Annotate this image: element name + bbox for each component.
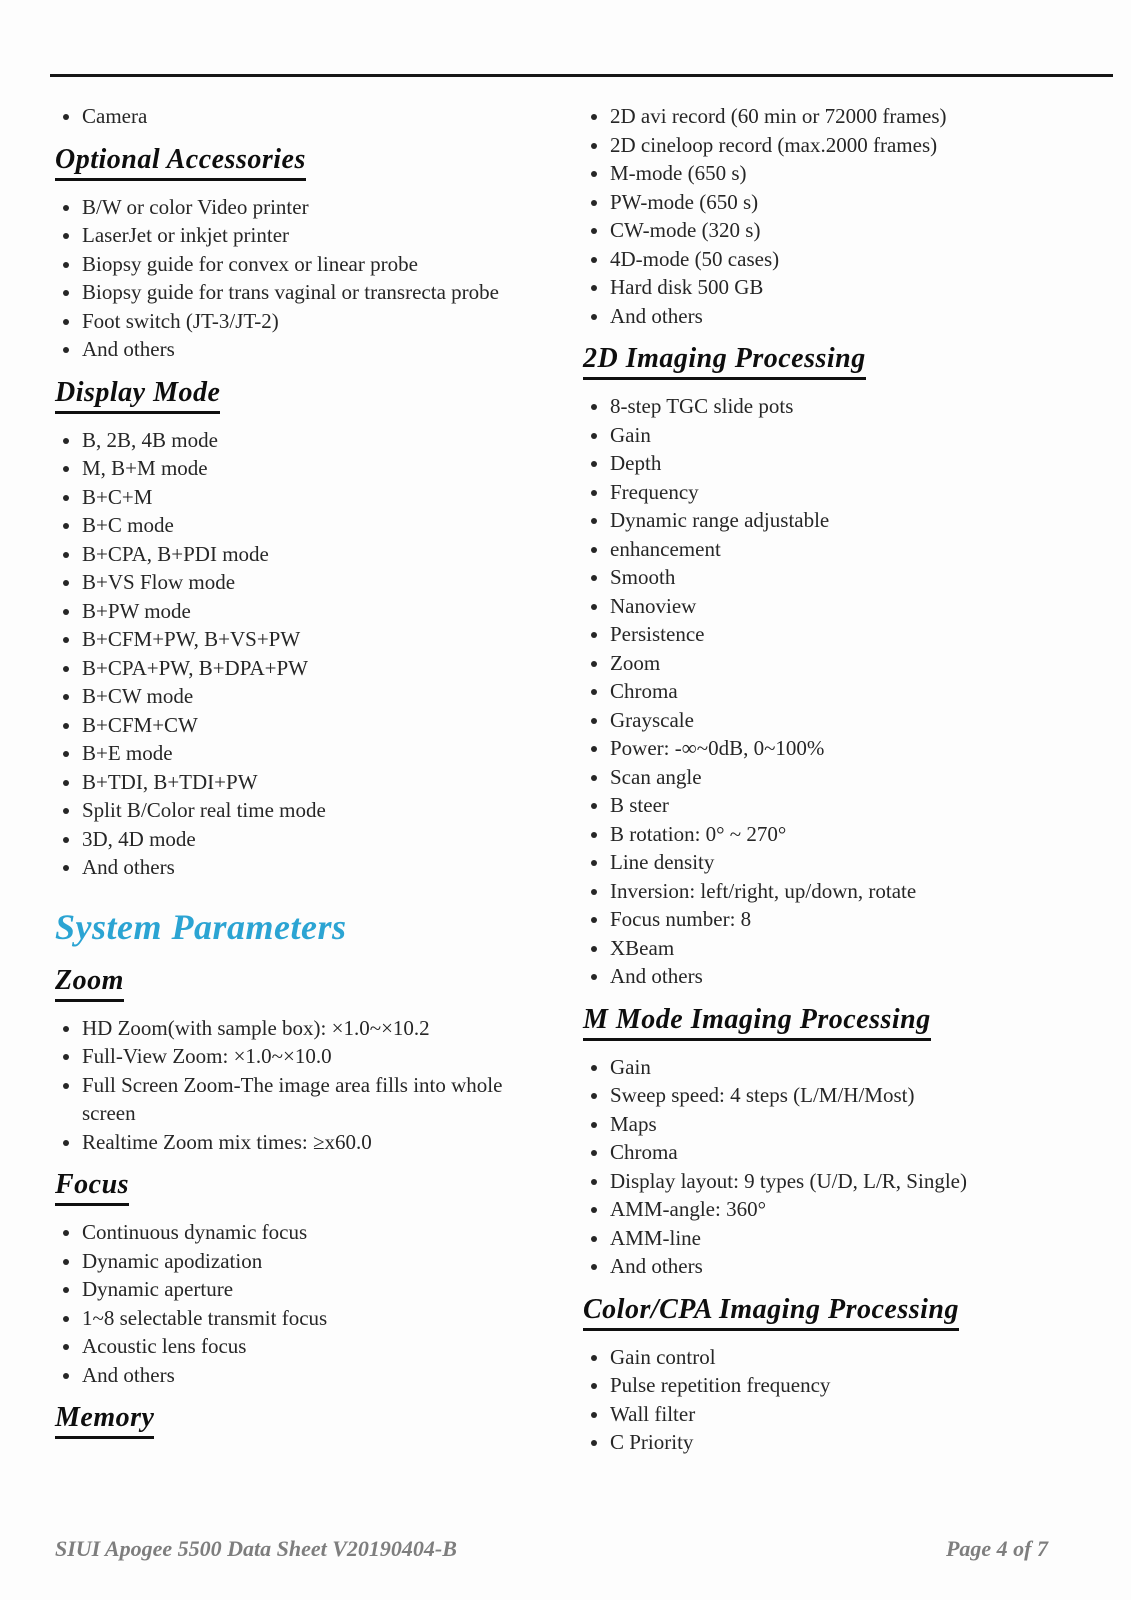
list-item: • And others [82,335,547,364]
section-heading [583,342,1053,380]
page-footer [55,1536,1048,1562]
section-heading [55,143,547,181]
bullet-list [583,102,1053,330]
section-heading [55,1168,547,1206]
bullet-list [583,1053,1053,1281]
list-item: • B steer [610,791,1053,820]
section-heading-text: 2D Imaging Processing [583,342,866,380]
list-item: • And others [82,1361,547,1390]
chapter-heading: System Parameters [55,906,347,947]
list-item: • Gain [610,421,1053,450]
bullet-list [55,102,547,131]
list-item: • Camera [82,102,547,131]
list-item: • 2D avi record (60 min or 72000 frames) [610,102,1053,131]
list-item: • Grayscale [610,706,1053,735]
section-heading [55,376,547,414]
section-heading-text: M Mode Imaging Processing [583,1003,931,1041]
list-item: • And others [610,302,1053,331]
list-item: • B+CFM+CW [82,711,547,740]
bullet-list [583,1343,1053,1457]
list-item: • B/W or color Video printer [82,193,547,222]
bullet-list [55,193,547,364]
footer-page-number: Page 4 of 7 [945,1536,1048,1561]
list-item: • B+E mode [82,739,547,768]
section-heading [583,1293,1053,1331]
list-item: • Biopsy guide for convex or linear probe [82,250,547,279]
list-item: • Chroma [610,1138,1053,1167]
list-item: • Wall filter [610,1400,1053,1429]
list-item: • enhancement [610,535,1053,564]
list-item: • Acoustic lens focus [82,1332,547,1361]
list-item: • 3D, 4D mode [82,825,547,854]
list-item: • 8-step TGC slide pots [610,392,1053,421]
list-item: • Realtime Zoom mix times: ≥x60.0 [82,1128,547,1157]
list-item: • C Priority [610,1428,1053,1457]
list-item: • Full-View Zoom: ×1.0~×10.0 [82,1042,547,1071]
bullet-list [55,426,547,882]
section-heading-text: Zoom [55,964,124,1002]
list-item: • Display layout: 9 types (U/D, L/R, Single) [610,1167,1053,1196]
section-heading [55,964,547,1002]
right-column [583,102,1053,1463]
list-item: • And others [610,962,1053,991]
list-item: • Focus number: 8 [610,905,1053,934]
list-item: • B+PW mode [82,597,547,626]
list-item: • M-mode (650 s) [610,159,1053,188]
list-item: • Chroma [610,677,1053,706]
list-item: • M, B+M mode [82,454,547,483]
list-item: • Foot switch (JT-3/JT-2) [82,307,547,336]
list-item: • Pulse repetition frequency [610,1371,1053,1400]
section-heading-text: Color/CPA Imaging Processing [583,1293,959,1331]
list-item: • Maps [610,1110,1053,1139]
list-item: • HD Zoom(with sample box): ×1.0~×10.2 [82,1014,547,1043]
list-item: • AMM-line [610,1224,1053,1253]
list-item: • 4D-mode (50 cases) [610,245,1053,274]
left-column [55,102,547,1451]
list-item: • AMM-angle: 360° [610,1195,1053,1224]
list-item: • Line density [610,848,1053,877]
list-item: • CW-mode (320 s) [610,216,1053,245]
list-item: • Inversion: left/right, up/down, rotate [610,877,1053,906]
list-item: • Full Screen Zoom-The image area fills into whole screen [82,1071,547,1128]
list-item: • Persistence [610,620,1053,649]
section-heading-text: Optional Accessories [55,143,306,181]
footer-doc-title: SIUI Apogee 5500 Data Sheet V20190404-B [55,1536,457,1561]
bullet-list [55,1014,547,1157]
list-item: • Dynamic aperture [82,1275,547,1304]
list-item: • Power: -∞~0dB, 0~100% [610,734,1053,763]
list-item: • Nanoview [610,592,1053,621]
list-item: • Biopsy guide for trans vaginal or transrecta probe [82,278,547,307]
list-item: • B+CPA+PW, B+DPA+PW [82,654,547,683]
section-heading [583,1003,1053,1041]
list-item: • Scan angle [610,763,1053,792]
section-heading-text: Focus [55,1168,129,1206]
list-item: • XBeam [610,934,1053,963]
list-item: • 1~8 selectable transmit focus [82,1304,547,1333]
list-item: • LaserJet or inkjet printer [82,221,547,250]
section-heading-text: Memory [55,1401,154,1439]
list-item: • B+CPA, B+PDI mode [82,540,547,569]
list-item: • B+CW mode [82,682,547,711]
list-item: • Depth [610,449,1053,478]
top-rule [50,74,1113,77]
list-item: • B+C mode [82,511,547,540]
bullet-list [583,392,1053,991]
list-item: • Gain [610,1053,1053,1082]
list-item: • Dynamic range adjustable [610,506,1053,535]
list-item: • And others [610,1252,1053,1281]
list-item: • Zoom [610,649,1053,678]
content-columns [55,102,1053,1463]
list-item: • Hard disk 500 GB [610,273,1053,302]
list-item: • Continuous dynamic focus [82,1218,547,1247]
list-item: • And others [82,853,547,882]
bullet-list [55,1218,547,1389]
section-heading [55,1401,547,1439]
list-item: • PW-mode (650 s) [610,188,1053,217]
list-item: • Split B/Color real time mode [82,796,547,825]
list-item: • B+C+M [82,483,547,512]
list-item: • B+CFM+PW, B+VS+PW [82,625,547,654]
list-item: • B+VS Flow mode [82,568,547,597]
list-item: • Smooth [610,563,1053,592]
list-item: • B, 2B, 4B mode [82,426,547,455]
section-heading-text: Display Mode [55,376,220,414]
list-item: • 2D cineloop record (max.2000 frames) [610,131,1053,160]
list-item: • B rotation: 0° ~ 270° [610,820,1053,849]
list-item: • Dynamic apodization [82,1247,547,1276]
list-item: • Sweep speed: 4 steps (L/M/H/Most) [610,1081,1053,1110]
list-item: • Frequency [610,478,1053,507]
list-item: • Gain control [610,1343,1053,1372]
list-item: • B+TDI, B+TDI+PW [82,768,547,797]
